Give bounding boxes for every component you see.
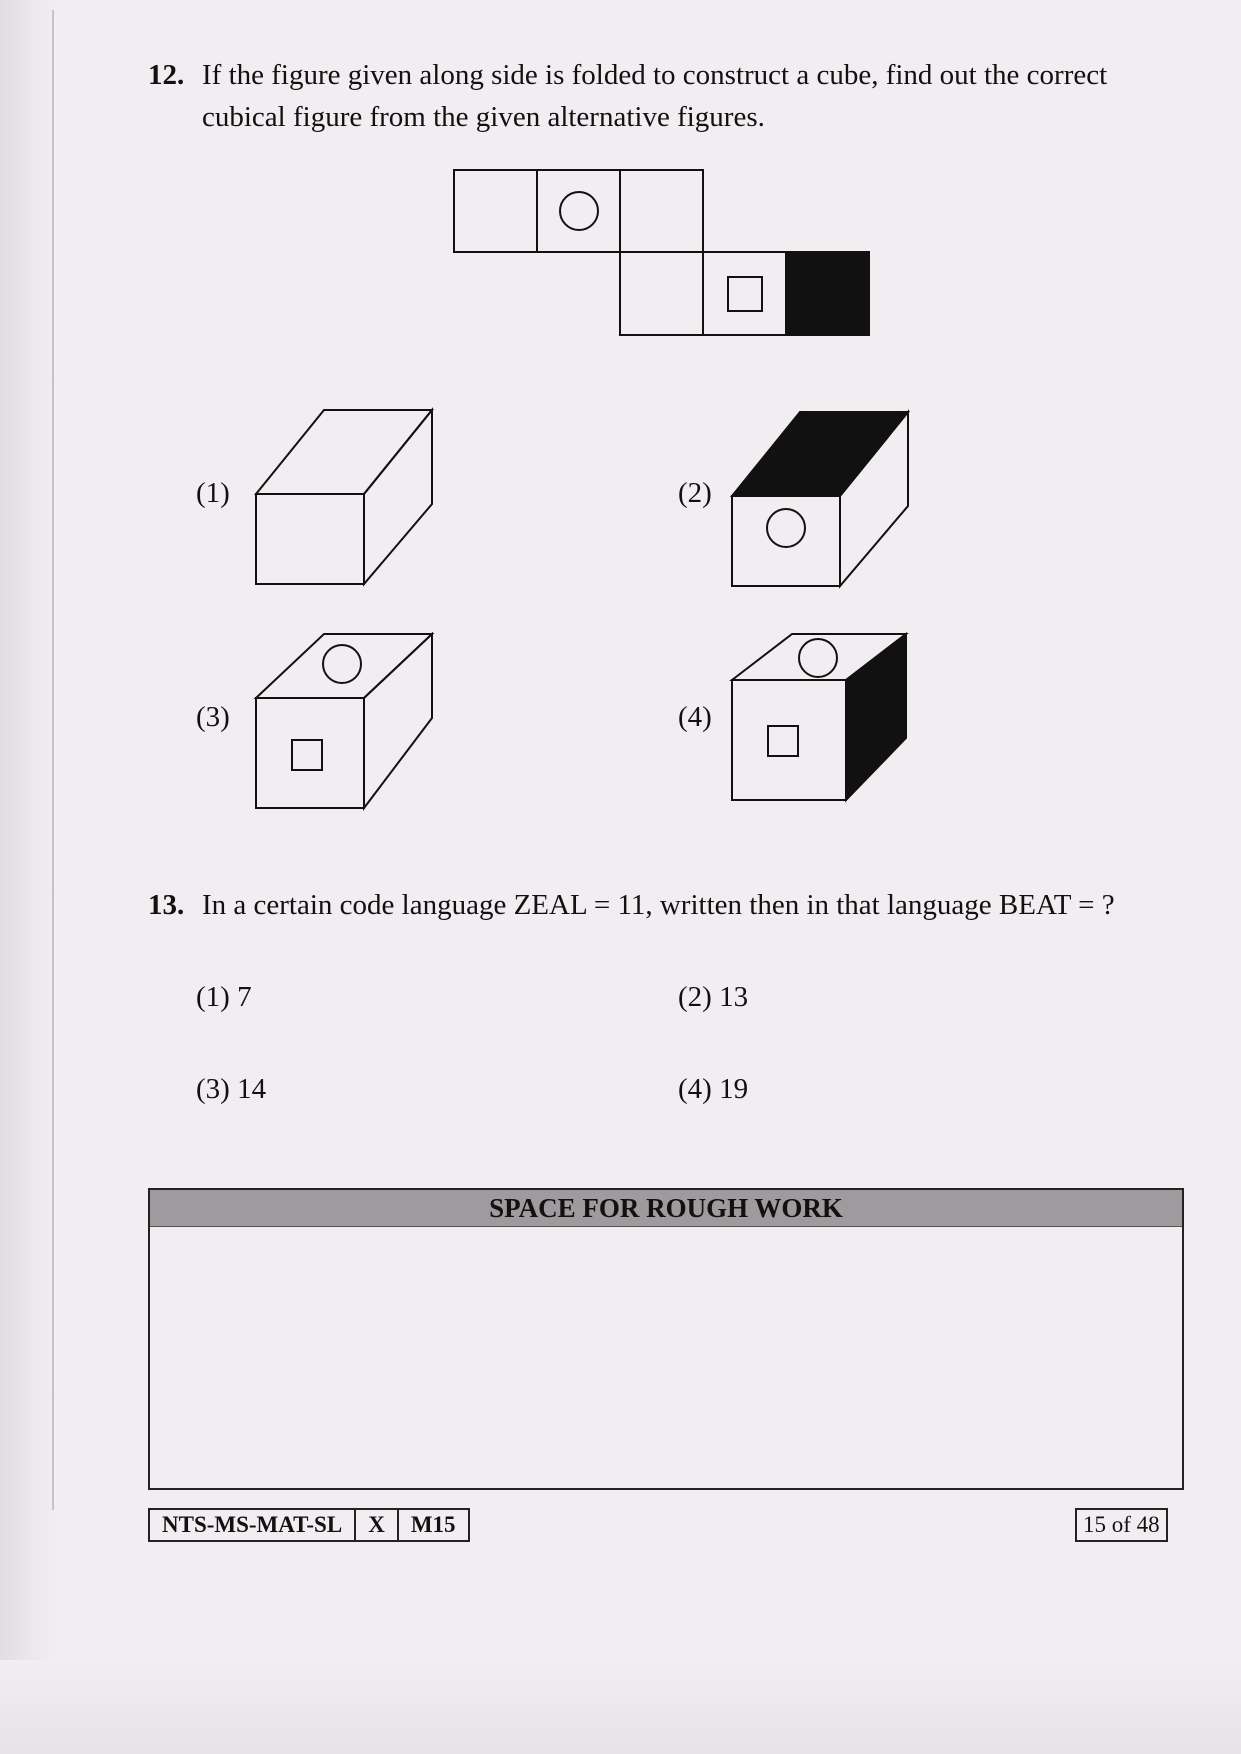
- rough-work-title: SPACE FOR ROUGH WORK: [150, 1190, 1182, 1227]
- question-12: [148, 54, 1198, 144]
- q13-option-1[interactable]: (1) 7: [196, 981, 252, 1013]
- option-1-cube[interactable]: [254, 408, 444, 588]
- circle-symbol: [560, 192, 598, 230]
- footer-code-box: [148, 1508, 470, 1542]
- question-13: [148, 884, 1198, 928]
- option-1-label[interactable]: (1): [196, 477, 230, 509]
- question-text: In a certain code language ZEAL = 11, written then in that language BEAT = ?: [202, 889, 1115, 921]
- class-code: X: [356, 1510, 399, 1540]
- option-3-cube[interactable]: [254, 632, 444, 812]
- page-bottom-edge: [0, 1660, 1241, 1754]
- circle-symbol: [323, 645, 361, 683]
- binding-crease: [52, 10, 54, 1510]
- net-face: [454, 170, 537, 252]
- question-text-line-1: If the figure given along side is folded to construct a cube, find out the correct: [202, 59, 1108, 91]
- q13-option-3[interactable]: (3) 14: [196, 1073, 267, 1105]
- q13-option-4[interactable]: (4) 19: [678, 1073, 749, 1105]
- cube-net-figure: [452, 168, 882, 338]
- net-face: [703, 252, 786, 335]
- circle-symbol: [767, 509, 805, 547]
- option-3-label[interactable]: (3): [196, 701, 230, 733]
- option-4-cube[interactable]: [730, 632, 920, 812]
- square-symbol: [292, 740, 322, 770]
- circle-symbol: [799, 639, 837, 677]
- square-symbol: [728, 277, 762, 311]
- rough-work-box: [148, 1188, 1184, 1490]
- option-2-label[interactable]: (2): [678, 477, 712, 509]
- set-code: M15: [410, 1512, 456, 1537]
- q13-option-2[interactable]: (2) 13: [678, 981, 749, 1013]
- option-2-cube[interactable]: [730, 410, 920, 590]
- net-face: [537, 170, 620, 252]
- page-left-edge: [0, 0, 56, 1754]
- question-number: 12.: [148, 59, 185, 91]
- paper-code: NTS-MS-MAT-SL: [150, 1510, 356, 1540]
- question-text-line-2: cubical figure from the given alternative figures.: [202, 101, 765, 133]
- option-4-label[interactable]: (4): [678, 701, 712, 733]
- net-face: [620, 252, 703, 335]
- black-face: [786, 252, 869, 335]
- question-number: 13.: [148, 889, 185, 921]
- net-face: [620, 170, 703, 252]
- page-number: 15 of 48: [1075, 1508, 1168, 1542]
- square-symbol: [768, 726, 798, 756]
